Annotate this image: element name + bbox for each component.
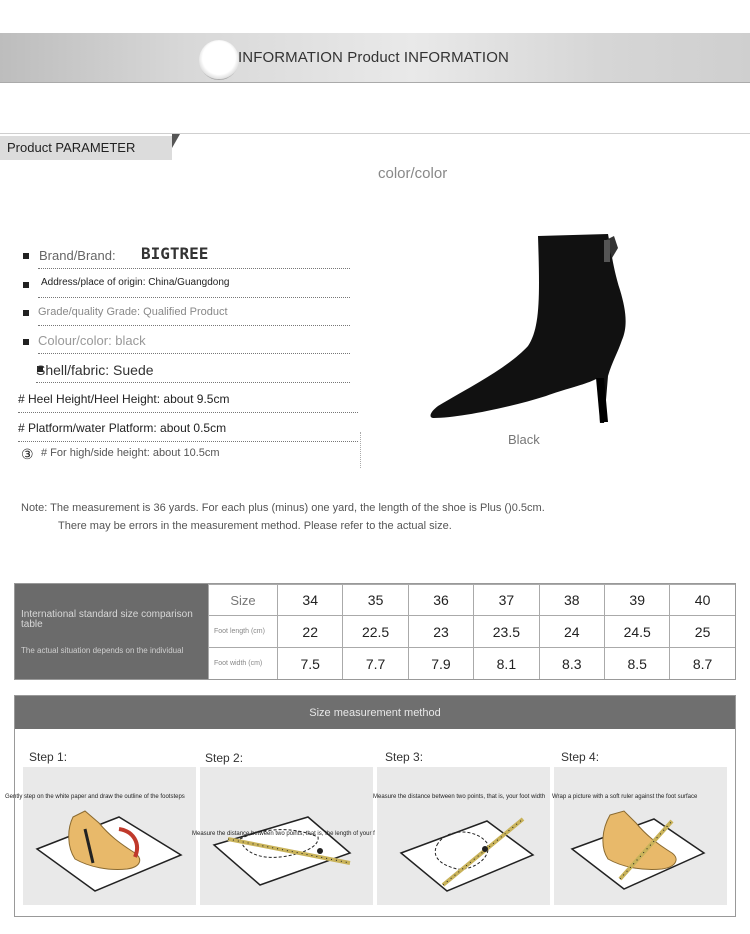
- step-4-illustration: [554, 767, 727, 905]
- section-divider: [0, 133, 750, 134]
- dotted-divider: [36, 382, 350, 383]
- step-2-caption: Measure the distance between two points, that is, the length of your f: [192, 831, 375, 837]
- circle-emblem-icon: [199, 40, 239, 80]
- param-tab-label: Product PARAMETER: [7, 140, 136, 155]
- foot-length-row-cell: 23.5: [473, 615, 538, 647]
- note-line-1: Note: The measurement is 36 yards. For each plus (minus) one yard, the length of the shoe is Plus ()0.5cm.: [21, 502, 545, 514]
- spec-brand-label: Brand/Brand:: [39, 248, 116, 263]
- foot-length-row-cell: 25: [669, 615, 734, 647]
- square-bullet-icon: [23, 253, 29, 259]
- spec-color: Colour/color: black: [38, 333, 146, 348]
- step-2-label: Step 2:: [205, 751, 244, 765]
- foot-length-row-cell: 23: [408, 615, 473, 647]
- measurement-method: [5, 695, 736, 917]
- size-row-cell: 35: [342, 584, 407, 615]
- size-row-cell: 37: [473, 584, 538, 615]
- square-bullet-icon: [23, 310, 29, 316]
- step-3-illustration: [377, 767, 550, 905]
- spec-brand-value: BIGTREE: [141, 244, 209, 263]
- spec-platform: # Platform/water Platform: about 0.5cm: [18, 421, 227, 435]
- foot-length-row-label: Foot length (cm): [208, 615, 277, 647]
- size-grid: [208, 584, 735, 679]
- foot-width-row-cell: 7.5: [277, 647, 342, 679]
- dotted-divider: [38, 268, 350, 269]
- foot-length-row-cell: 24: [539, 615, 604, 647]
- spec-fabric: Shell/fabric: Suede: [36, 362, 154, 378]
- square-bullet-icon: [23, 339, 29, 345]
- spec-grade: Grade/quality Grade: Qualified Product: [38, 306, 228, 318]
- size-table-title: International standard size comparison table: [21, 609, 193, 630]
- square-bullet-icon: [23, 282, 29, 288]
- foot-width-row-cell: 8.1: [473, 647, 538, 679]
- size-row-cell: 34: [277, 584, 342, 615]
- spec-heel-height: # Heel Height/Heel Height: about 9.5cm: [18, 392, 230, 406]
- size-row-cell: 40: [669, 584, 734, 615]
- dotted-divider: [18, 441, 358, 442]
- step-1-caption: Gently step on the white paper and draw the outline of the footsteps: [5, 794, 185, 800]
- foot-length-row-cell: 22: [277, 615, 342, 647]
- foot-width-row-cell: 7.7: [342, 647, 407, 679]
- spec-total-height: # For high/side height: about 10.5cm: [41, 447, 220, 459]
- foot-width-row-cell: 8.5: [604, 647, 669, 679]
- banner-title: INFORMATION Product INFORMATION: [238, 49, 509, 66]
- dotted-divider: [18, 412, 358, 413]
- size-row-cell: 38: [539, 584, 604, 615]
- step-3-label: Step 3:: [385, 750, 424, 764]
- dotted-divider: [38, 297, 350, 298]
- foot-length-row-cell: 24.5: [604, 615, 669, 647]
- step-1-illustration: [23, 767, 196, 905]
- product-color-caption: Black: [508, 432, 540, 447]
- color-heading: color/color: [378, 165, 448, 182]
- product-image-boot: [428, 228, 638, 423]
- step-3-caption: Measure the distance between two points, that is, your foot width: [373, 794, 546, 800]
- circled-three-icon: ③: [21, 446, 34, 462]
- size-comparison-table: [14, 583, 736, 680]
- spec-origin: Address/place of origin: China/Guangdong: [41, 277, 230, 288]
- dotted-divider: [38, 353, 350, 354]
- foot-width-row-label: Foot width (cm): [208, 647, 277, 679]
- note-line-2: There may be errors in the measurement method. Please refer to the actual size.: [58, 520, 452, 532]
- size-row-label: Size: [208, 584, 277, 615]
- size-row-cell: 39: [604, 584, 669, 615]
- info-banner: [0, 33, 750, 83]
- step-1-label: Step 1:: [29, 750, 68, 764]
- foot-width-row-cell: 8.7: [669, 647, 734, 679]
- tab-corner-icon: [172, 134, 180, 148]
- size-row-cell: 36: [408, 584, 473, 615]
- step-4-label: Step 4:: [561, 750, 600, 764]
- dotted-divider: [360, 432, 361, 468]
- foot-width-row-cell: 7.9: [408, 647, 473, 679]
- method-title: Size measurement method: [15, 696, 735, 729]
- size-table-subnote: The actual situation depends on the individual: [21, 646, 184, 655]
- size-table-header: [15, 584, 208, 679]
- foot-width-row-cell: 8.3: [539, 647, 604, 679]
- foot-length-row-cell: 22.5: [342, 615, 407, 647]
- dotted-divider: [38, 325, 350, 326]
- step-4-caption: Wrap a picture with a soft ruler against the foot surface: [552, 794, 698, 800]
